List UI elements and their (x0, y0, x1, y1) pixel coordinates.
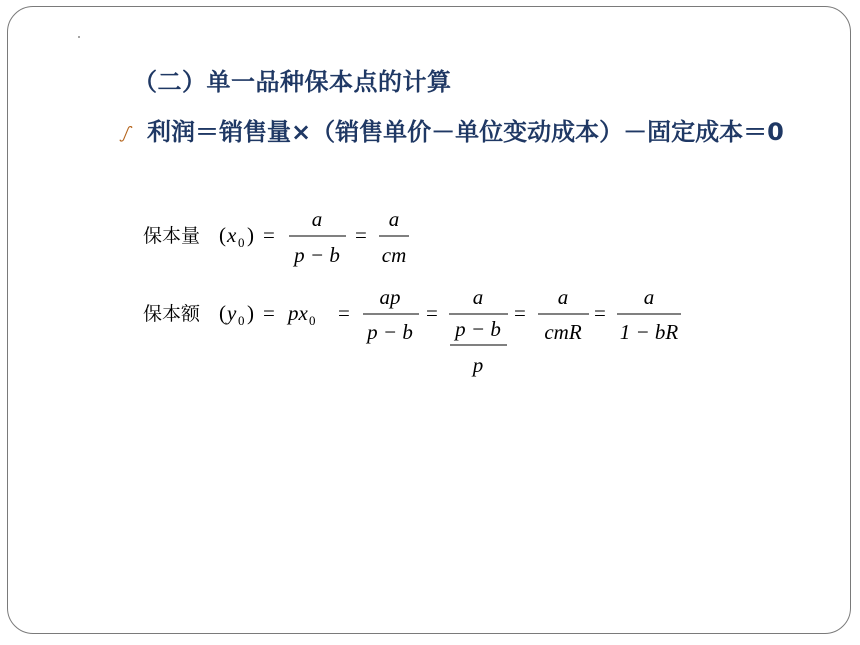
formula2-var: y (227, 301, 237, 325)
formula2-px: px (288, 301, 308, 325)
formula2-open-paren: ( (219, 301, 226, 325)
formula2-close-paren: ) (247, 301, 254, 325)
formula1-equals-1: = (263, 223, 275, 247)
formula1-frac2-den: cm (381, 243, 407, 267)
breakeven-amount-formula (143, 280, 703, 390)
formula1-var: x (227, 223, 237, 247)
formula1-sub: 0 (238, 235, 245, 250)
formula2-frac3-den: cmR (544, 320, 582, 344)
formula2-label: 保本额 (143, 303, 201, 325)
scroll-bullet-icon: ഽ (120, 124, 130, 142)
formula2-equals-3: = (426, 301, 438, 325)
section-heading: （二）单一品种保本点的计算 (133, 68, 452, 96)
formula2-frac2-num: a (472, 285, 484, 309)
formula1-label: 保本量 (143, 225, 201, 247)
profit-equation-text: 利润＝销售量×（销售单价－单位变动成本）－固定成本＝0 (147, 118, 784, 146)
formula2-equals-5: = (594, 301, 606, 325)
formula2-sub: 0 (238, 313, 245, 328)
formula1-frac2-num: a (388, 207, 400, 231)
formula2-frac2-den-top: p − b (455, 317, 501, 341)
formula1-frac1-den: p − b (294, 243, 340, 267)
formula2-equals-2: = (338, 301, 350, 325)
formula2-frac4-num: a (643, 285, 655, 309)
formula2-equals-1: = (263, 301, 275, 325)
formula2-frac2-den-bottom: p (472, 353, 484, 377)
formula2-frac1-den: p − b (367, 320, 413, 344)
formula2-frac4-den: 1 − bR (619, 320, 679, 344)
formula1-equals-2: = (355, 223, 367, 247)
formula1-frac1-num: a (311, 207, 323, 231)
formula2-equals-4: = (514, 301, 526, 325)
formula2-frac3-num: a (557, 285, 569, 309)
breakeven-quantity-formula (143, 200, 443, 270)
formula2-frac1-num: ap (379, 285, 401, 309)
formula2-px-sub: 0 (309, 313, 316, 328)
formula1-close-paren: ) (247, 223, 254, 247)
formula1-open-paren: ( (219, 223, 226, 247)
decorative-dot (78, 36, 80, 38)
